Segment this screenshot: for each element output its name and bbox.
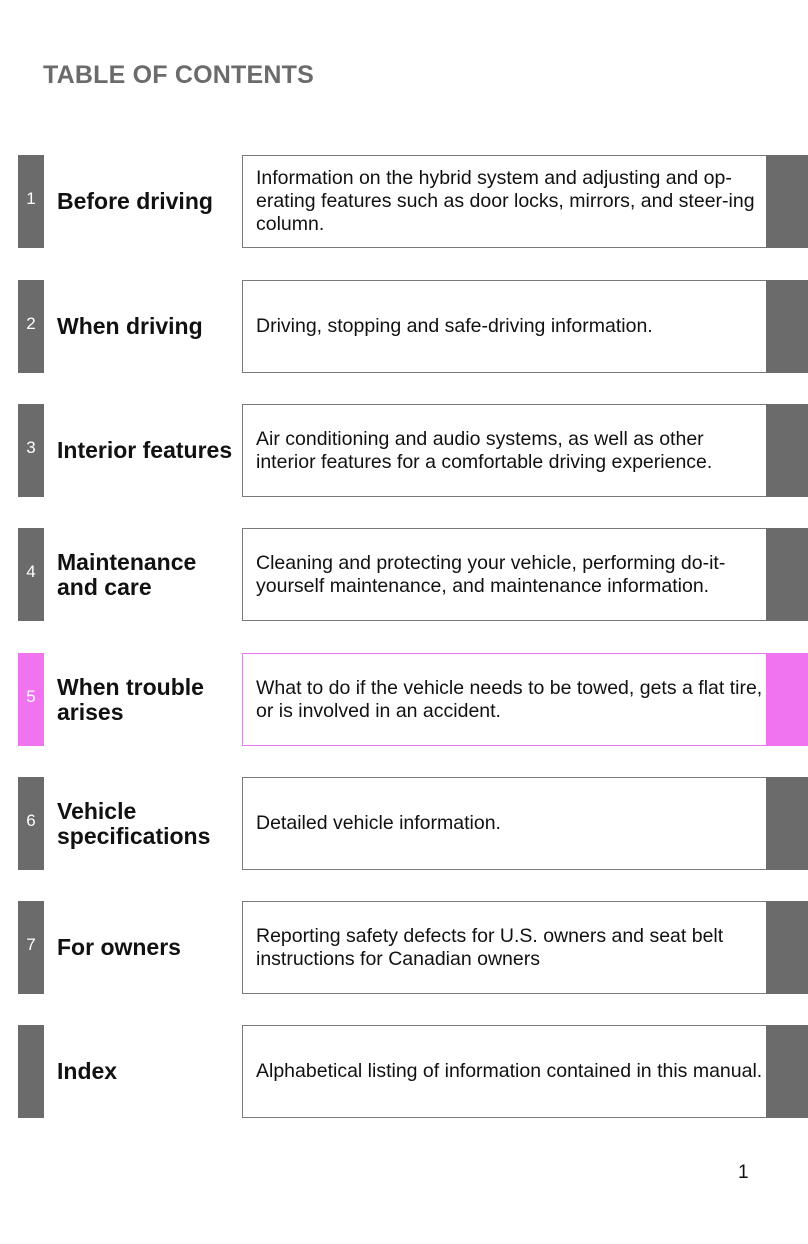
chapter-title[interactable]: Vehicle specifications: [57, 797, 211, 849]
toc-entry-when-trouble-arises[interactable]: [0, 653, 808, 746]
chapter-title[interactable]: When trouble arises: [57, 673, 204, 725]
chapter-edge-tab[interactable]: [766, 777, 808, 870]
chapter-description-box: [242, 1025, 808, 1118]
chapter-description-box: [242, 155, 808, 248]
toc-entry-vehicle-specifications[interactable]: [0, 777, 808, 870]
chapter-title[interactable]: Maintenance and care: [57, 548, 197, 600]
chapter-number: 5: [26, 687, 36, 706]
toc-entry-index[interactable]: [0, 1025, 808, 1118]
chapter-number: 2: [26, 314, 36, 333]
chapter-tab[interactable]: [18, 1025, 44, 1118]
chapter-description-box: [242, 653, 808, 746]
toc-entry-interior-features[interactable]: [0, 404, 808, 497]
chapter-number: 6: [26, 811, 36, 830]
toc-entry-for-owners[interactable]: [0, 901, 808, 994]
chapter-tab-active[interactable]: [18, 653, 44, 746]
toc-entry-when-driving[interactable]: [0, 280, 808, 373]
toc-entry-maintenance-and-care[interactable]: [0, 528, 808, 621]
chapter-edge-tab[interactable]: [766, 528, 808, 621]
chapter-edge-tab-active[interactable]: [766, 653, 808, 746]
chapter-title[interactable]: Interior features: [57, 437, 233, 463]
chapter-description: Cleaning and protecting your vehicle, performing do-it-yourself maintenance, and maintenance information.: [256, 551, 726, 597]
chapter-edge-tab[interactable]: [766, 155, 808, 248]
chapter-tab[interactable]: [18, 155, 44, 248]
chapter-edge-tab[interactable]: [766, 1025, 808, 1118]
chapter-title[interactable]: When driving: [57, 313, 203, 339]
chapter-description-box: [242, 404, 808, 497]
chapter-tab[interactable]: [18, 280, 44, 373]
chapter-number: 3: [26, 438, 36, 457]
chapter-title[interactable]: Index: [57, 1058, 118, 1084]
chapter-description-box: [242, 777, 808, 870]
chapter-description-box: [242, 528, 808, 621]
chapter-tab[interactable]: [18, 777, 44, 870]
chapter-description: Alphabetical listing of information contained in this manual.: [256, 1060, 763, 1082]
chapter-tab[interactable]: [18, 528, 44, 621]
chapter-description: What to do if the vehicle needs to be towed, gets a flat tire, or is involved in an accident.: [256, 676, 763, 722]
chapter-description: Detailed vehicle information.: [256, 812, 501, 834]
chapter-description: Driving, stopping and safe-driving information.: [256, 315, 653, 337]
chapter-description-box: [242, 901, 808, 994]
chapter-edge-tab[interactable]: [766, 280, 808, 373]
chapter-tab[interactable]: [18, 901, 44, 994]
chapter-number: 4: [26, 562, 36, 581]
chapter-title[interactable]: For owners: [57, 934, 181, 960]
chapter-description: Air conditioning and audio systems, as well as other interior features for a comfortable driving experience.: [256, 427, 713, 473]
chapter-title[interactable]: Before driving: [57, 188, 213, 214]
chapter-number: 7: [26, 935, 36, 954]
chapter-number: 1: [26, 189, 36, 208]
chapter-tab[interactable]: [18, 404, 44, 497]
toc-entry-before-driving[interactable]: [0, 155, 808, 248]
page-title: TABLE OF CONTENTS: [43, 61, 314, 89]
chapter-edge-tab[interactable]: [766, 404, 808, 497]
chapter-edge-tab[interactable]: [766, 901, 808, 994]
chapter-description-box: [242, 280, 808, 373]
page-number: 1: [738, 1162, 749, 1183]
chapter-description: Reporting safety defects for U.S. owners and seat belt instructions for Canadian owners: [256, 924, 724, 970]
chapter-description: Information on the hybrid system and adjusting and op-erating features such as door locks, mirrors, and steer-ing column.: [256, 167, 755, 235]
